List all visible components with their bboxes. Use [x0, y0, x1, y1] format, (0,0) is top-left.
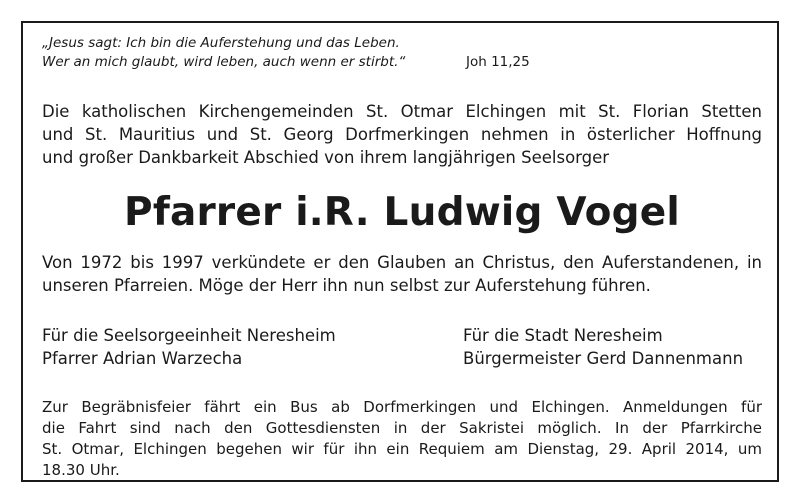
quote-reference: Joh 11,25 [466, 54, 530, 70]
funeral-info [42, 397, 762, 481]
intro-line-2: und St. Mauritius und St. Georg Dorfmerkingen nehmen in österlicher Hoffnung [42, 125, 762, 144]
body-line-1: Von 1972 bis 1997 verkündete er den Glauben an Christus, den Auferstandenen, in [42, 253, 762, 272]
funeral-line-1: Zur Begräbnisfeier fährt ein Bus ab Dorfmerkingen und Elchingen. Anmeldungen für [42, 398, 762, 416]
funeral-line-3: St. Otmar, Elchingen begehen wir für ihn ein Requiem am Dienstag, 29. April 2014, um [42, 440, 762, 458]
signature-parish [42, 324, 463, 370]
signature-person: Bürgermeister Gerd Dannenmann [463, 349, 744, 368]
funeral-line-4: 18.30 Uhr. [42, 461, 120, 479]
signatures [42, 324, 762, 370]
quote-line-2: Wer an mich glaubt, wird leben, auch wenn er stirbt.“ [42, 54, 406, 70]
signature-city [463, 324, 743, 370]
bible-quote [42, 34, 762, 72]
intro-line-3: und großer Dankbarkeit Abschied von ihrem langjährigen Seelsorger [42, 148, 610, 167]
signature-person: Pfarrer Adrian Warzecha [42, 349, 243, 368]
quote-line-1: „Jesus sagt: Ich bin die Auferstehung und das Leben. [42, 35, 400, 51]
body-line-2: unseren Pfarreien. Möge der Herr ihn nun selbst zur Auferstehung führen. [42, 276, 651, 295]
obituary-frame [21, 21, 779, 482]
deceased-name: Pfarrer i.R. Ludwig Vogel [124, 190, 680, 235]
funeral-line-2: die Fahrt sind nach den Gottesdiensten in der Sakristei möglich. In der Pfarrkirche [42, 419, 762, 437]
signature-org: Für die Seelsorgeeinheit Neresheim [42, 326, 336, 345]
intro-line-1: Die katholischen Kirchengemeinden St. Otmar Elchingen mit St. Florian Stetten [42, 102, 762, 121]
intro-paragraph [42, 100, 762, 169]
body-paragraph [42, 251, 762, 297]
signature-org: Für die Stadt Neresheim [463, 326, 663, 345]
obituary-content [42, 33, 762, 481]
